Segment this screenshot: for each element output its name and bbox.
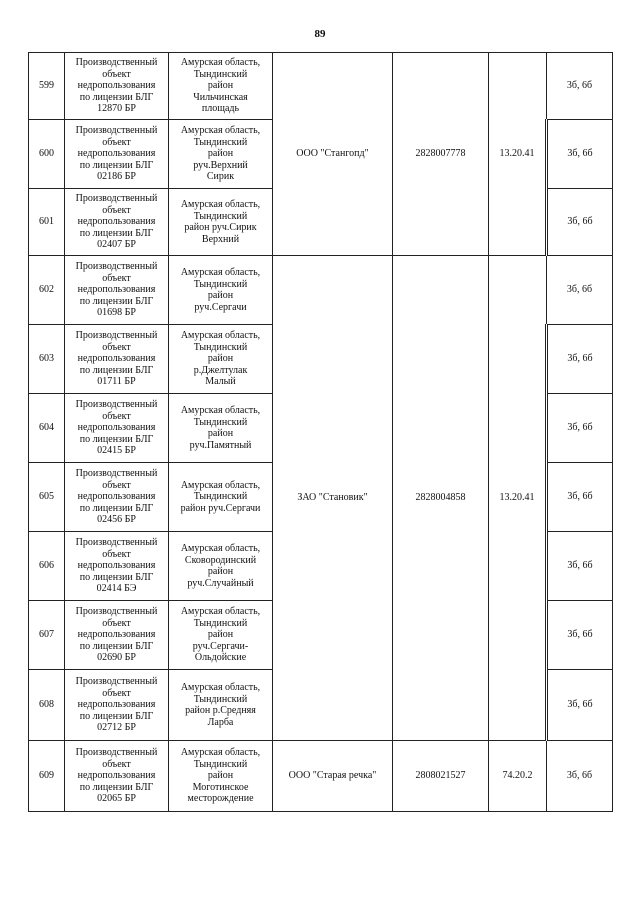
object-text: Производственный объект недропользования по лицензии БЛГ 02690 БР	[75, 606, 158, 664]
table-row	[29, 256, 613, 325]
table-row	[29, 741, 613, 812]
row-number: 607	[29, 601, 65, 670]
object-cell	[65, 120, 169, 189]
object-cell	[65, 463, 169, 532]
object-cell	[65, 394, 169, 463]
location-cell	[169, 463, 273, 532]
company-okved-cell: 74.20.2	[489, 741, 547, 812]
row-number: 608	[29, 670, 65, 741]
object-text: Производственный объект недропользования по лицензии БЛГ 12870 БР	[75, 57, 158, 115]
company-name-cell: ЗАО "Становик"	[273, 256, 393, 741]
location-cell	[169, 741, 273, 812]
location-text: Амурская область, Тындинский район Моготинское месторождение	[180, 747, 261, 805]
class-cell: 3б, 6б	[547, 189, 613, 256]
object-cell	[65, 532, 169, 601]
object-text: Производственный объект недропользования по лицензии БЛГ 02407 БР	[75, 193, 158, 251]
row-number: 599	[29, 53, 65, 120]
location-cell	[169, 256, 273, 325]
location-text: Амурская область, Тындинский район руч.Сирик Верхний	[180, 199, 261, 245]
registry-table	[28, 52, 613, 812]
location-text: Амурская область, Сковородинский район руч.Случайный	[180, 543, 261, 589]
location-cell	[169, 325, 273, 394]
class-cell: 3б, 6б	[547, 463, 613, 532]
object-cell	[65, 325, 169, 394]
row-number: 600	[29, 120, 65, 189]
row-number: 605	[29, 463, 65, 532]
object-cell	[65, 256, 169, 325]
row-number: 609	[29, 741, 65, 812]
object-text: Производственный объект недропользования по лицензии БЛГ 02186 БР	[75, 125, 158, 183]
class-cell: 3б, 6б	[547, 256, 613, 325]
location-cell	[169, 394, 273, 463]
company-okved-cell: 13.20.41	[489, 53, 547, 256]
location-cell	[169, 189, 273, 256]
location-text: Амурская область, Тындинский район р.Джелтулак Малый	[180, 330, 261, 388]
object-cell	[65, 601, 169, 670]
row-number: 604	[29, 394, 65, 463]
location-text: Амурская область, Тындинский район руч.Сергачи	[180, 267, 261, 313]
object-cell	[65, 189, 169, 256]
location-cell	[169, 53, 273, 120]
location-text: Амурская область, Тындинский район р.Средняя Ларба	[180, 682, 261, 728]
row-number: 603	[29, 325, 65, 394]
company-name-cell: ООО "Старая речка"	[273, 741, 393, 812]
row-number: 601	[29, 189, 65, 256]
company-inn-cell: 2808021527	[393, 741, 489, 812]
row-number: 602	[29, 256, 65, 325]
location-text: Амурская область, Тындинский район Чильчинская площадь	[180, 57, 261, 115]
object-text: Производственный объект недропользования по лицензии БЛГ 02456 БР	[75, 468, 158, 526]
object-text: Производственный объект недропользования по лицензии БЛГ 01711 БР	[75, 330, 158, 388]
company-inn-cell: 2828004858	[393, 256, 489, 741]
class-cell: 3б, 6б	[547, 741, 613, 812]
location-text: Амурская область, Тындинский район руч.Сергачи- Ольдойские	[180, 606, 261, 664]
class-cell: 3б, 6б	[547, 532, 613, 601]
class-cell: 3б, 6б	[547, 53, 613, 120]
row-number: 606	[29, 532, 65, 601]
object-cell	[65, 741, 169, 812]
location-text: Амурская область, Тындинский район руч.Сергачи	[180, 479, 261, 514]
company-okved-cell: 13.20.41	[489, 256, 547, 741]
class-cell: 3б, 6б	[547, 325, 613, 394]
object-text: Производственный объект недропользования по лицензии БЛГ 01698 БР	[75, 261, 158, 319]
class-cell: 3б, 6б	[547, 670, 613, 741]
company-name-cell: ООО "Стангопд"	[273, 53, 393, 256]
location-cell	[169, 532, 273, 601]
location-text: Амурская область, Тындинский район руч.Верхний Сирик	[180, 125, 261, 183]
class-cell: 3б, 6б	[547, 120, 613, 189]
object-cell	[65, 670, 169, 741]
class-cell: 3б, 6б	[547, 394, 613, 463]
page-number: 89	[314, 28, 326, 40]
class-cell: 3б, 6б	[547, 601, 613, 670]
location-cell	[169, 670, 273, 741]
object-text: Производственный объект недропользования по лицензии БЛГ 02414 БЭ	[75, 537, 158, 595]
location-text: Амурская область, Тындинский район руч.Памятный	[180, 405, 261, 451]
object-text: Производственный объект недропользования по лицензии БЛГ 02415 БР	[75, 399, 158, 457]
location-cell	[169, 120, 273, 189]
table-row	[29, 53, 613, 120]
object-text: Производственный объект недропользования по лицензии БЛГ 02712 БР	[75, 676, 158, 734]
object-text: Производственный объект недропользования по лицензии БЛГ 02065 БР	[75, 747, 158, 805]
location-cell	[169, 601, 273, 670]
object-cell	[65, 53, 169, 120]
company-inn-cell: 2828007778	[393, 53, 489, 256]
